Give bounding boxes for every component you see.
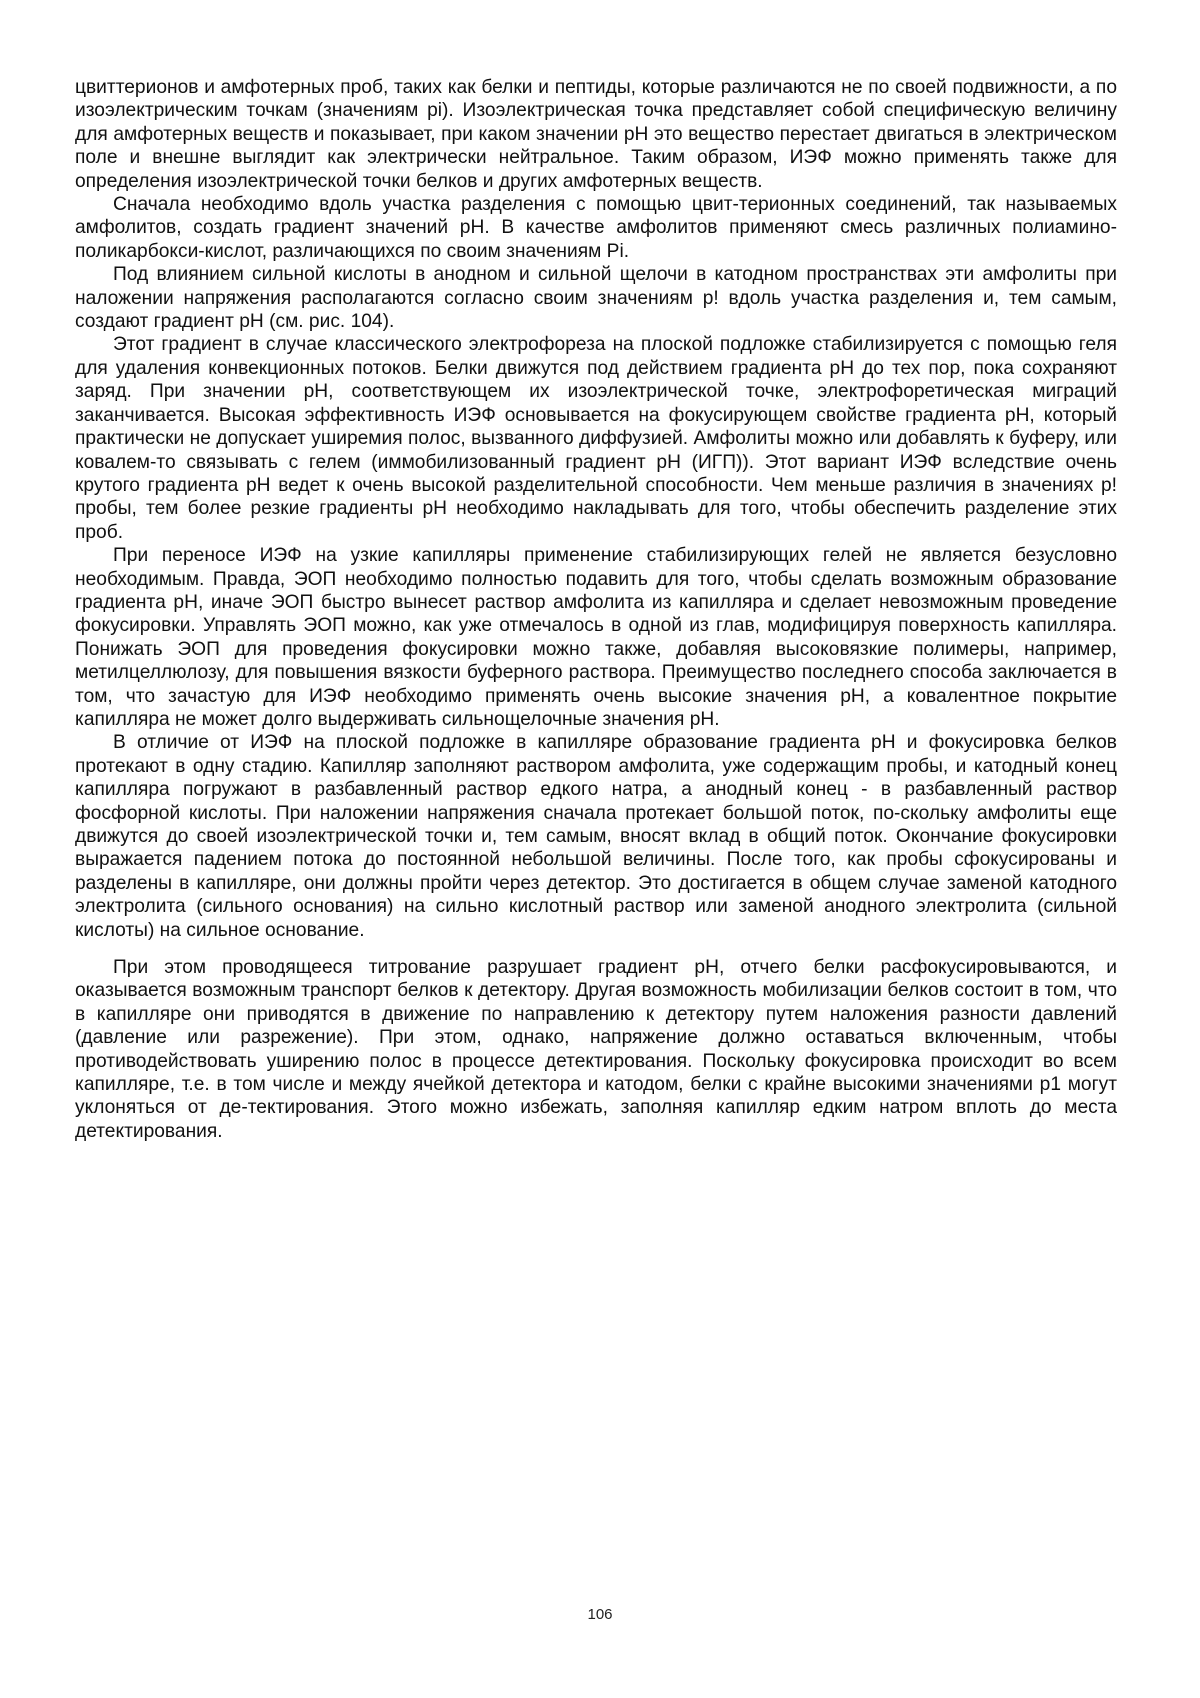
paragraph-1: цвиттерионов и амфотерных проб, таких как белки и пептиды, которые различаются не по своей подвижности, а по изоэлектрическим точкам (значениям pi). Изоэлектрическая точка представляет собой специфическую величину для амфотерных веществ и показывает, при каком значении pH это вещество перестает двигаться в электрическом поле и внешне выглядит как электрически нейтральное. Таким образом, ИЭФ можно применять также для определения изоэлектрической точки белков и других амфотерных веществ. <box>75 77 1117 192</box>
paragraph-4: Этот градиент в случае классического электрофореза на плоской подложке стабилизируется с помощью геля для удаления конвекционных потоков. Белки движутся под действием градиента pH до тех пор, пока сохраняют заряд. При значении pH, соответствующем их изоэлектрической точке, электрофоретическая миграций заканчивается. Высокая эффективность ИЭФ основывается на фокусирующем свойстве градиента pH, который практически не допускает уширемия полос, вызванного диффузией. Амфолиты можно или добавлять к буферу, или ковалем-то связывать с гелем (иммобилизованный градиент pH (ИГП)). Этот вариант ИЭФ вследствие очень крутого градиента pH ведет к очень высокой разделительной способности. Чем меньше различия в значениях р! пробы, тем более резкие градиенты pH необходимо накладывать для того, чтобы обеспечить разделение этих проб. <box>75 334 1117 543</box>
page-number: 106 <box>587 1606 613 1623</box>
page-body <box>75 76 1117 1636</box>
paragraph-7: При этом проводящееся титрование разрушает градиент pH, отчего белки расфокусировываются, и оказывается возможным транспорт белков к детектору. Другая возможность мобилизации белков состоит в том, что в капилляре они приводятся в движение по направлению к детектору путем наложения разности давлений (давление или разрежение). При этом, однако, напряжение должно оставаться включенным, чтобы противодействовать уширению полос в процессе детектирования. Поскольку фокусировка происходит во всем капилляре, т.е. в том числе и между ячейкой детектора и катодом, белки с крайне высокими значениями р1 могут уклоняться от де-тектирования. Этого можно избежать, заполняя капилляр едким натром вплоть до места детектирования. <box>75 957 1117 1142</box>
paragraph-5: При переносе ИЭФ на узкие капилляры применение стабилизирующих гелей не является безусловно необходимым. Правда, ЭОП необходимо полностью подавить для того, чтобы сделать возможным образование градиента pH, иначе ЭОП быстро вынесет раствор амфолита из капилляра и сделает невозможным проведение фокусировки. Управлять ЭОП можно, как уже отмечалось в одной из глав, модифицируя поверхность капилляра. Понижать ЭОП для проведения фокусировки можно также, добавляя высоковязкие полимеры, например, метилцеллюлозу, для повышения вязкости буферного раствора. Преимущество последнего способа заключается в том, что зачастую для ИЭФ необходимо применять очень высокие значения pH, а ковалентное покрытие капилляра не может долго выдерживать сильнощелочные значения pH. <box>75 545 1117 730</box>
paragraph-2: Сначала необходимо вдоль участка разделения с помощью цвит-терионных соединений, так называемых амфолитов, создать градиент значений pH. В качестве амфолитов применяют смесь различных полиамино-поликарбокси-кислот, различающихся по своим значениям Pi. <box>75 194 1117 262</box>
paragraph-6: В отличие от ИЭФ на плоской подложке в капилляре образование градиента pH и фокусировка белков протекают в одну стадию. Капилляр заполняют раствором амфолита, уже содержащим пробы, и катодный конец капилляра погружают в разбавленный раствор едкого натра, а анодный конец - в разбавленный раствор фосфорной кислоты. При наложении напряжения сначала протекает большой поток, по-скольку амфолиты еще движутся до своей изоэлектрической точки и, тем самым, вносят вклад в общий поток. Окончание фокусировки выражается падением потока до постоянной небольшой величины. После того, как пробы сфокусированы и разделены в капилляре, они должны пройти через детектор. Это достигается в общем случае заменой катодного электролита (сильного основания) на сильно кислотный раствор или заменой анодного электролита (сильной кислоты) на сильное основание. <box>75 732 1117 941</box>
paragraph-3: Под влиянием сильной кислоты в анодном и сильной щелочи в катодном пространствах эти амфолиты при наложении напряжения располагаются согласно своим значениям р! вдоль участка разделения и, тем самым, создают градиент pH (см. рис. 104). <box>75 264 1117 333</box>
